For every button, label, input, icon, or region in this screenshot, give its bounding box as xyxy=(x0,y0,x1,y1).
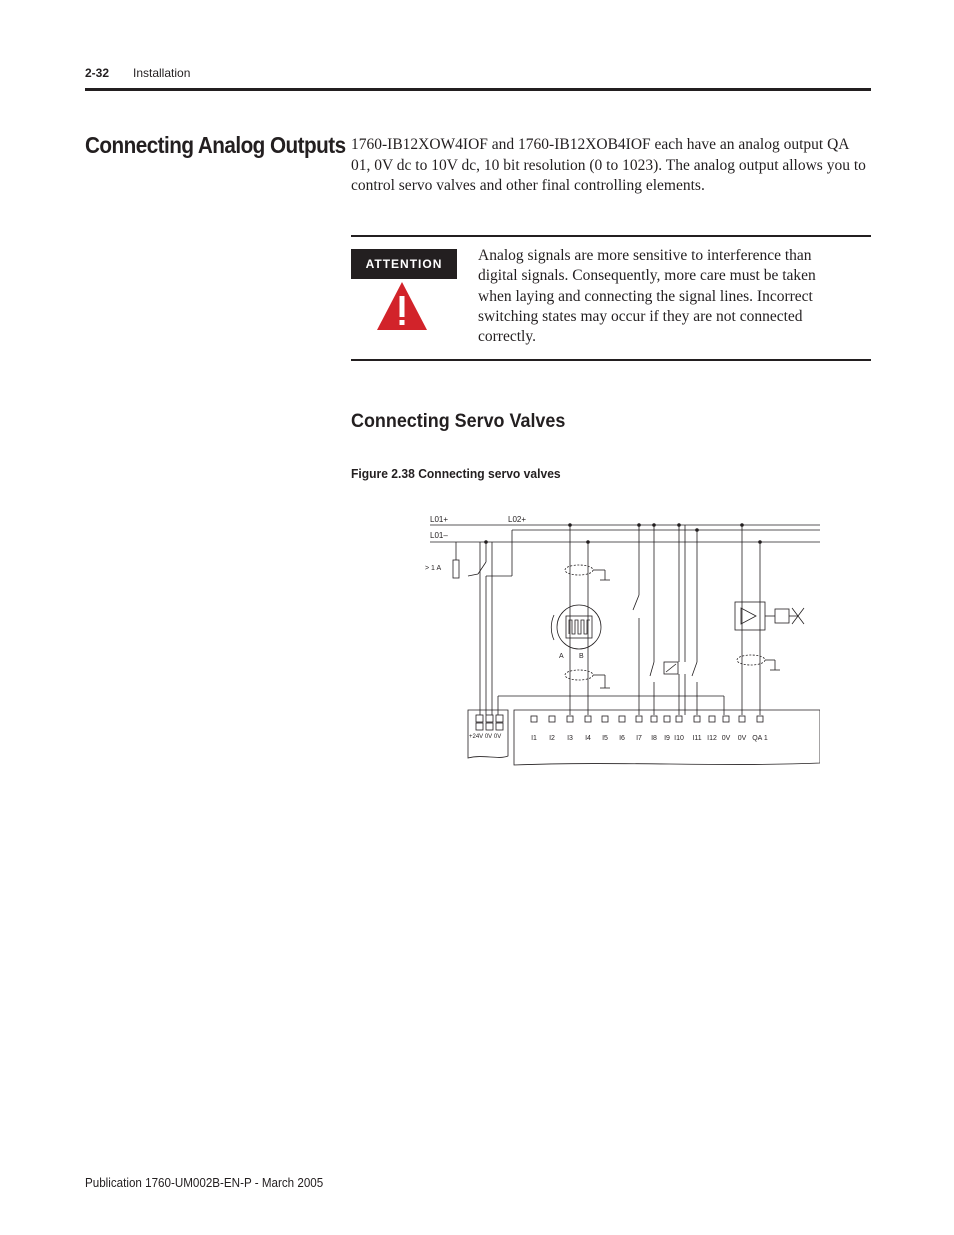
terminal-label: I11 xyxy=(692,735,702,742)
terminal-square xyxy=(602,716,608,722)
figure-caption: Figure 2.38 Connecting servo valves xyxy=(351,466,561,481)
terminal-square xyxy=(757,716,763,722)
fuse-label: > 1 A xyxy=(425,565,442,572)
terminal-label: I7 xyxy=(636,735,642,742)
terminal-label: I4 xyxy=(585,735,591,742)
terminal-square xyxy=(676,716,682,722)
terminal-label: 0V xyxy=(721,735,731,742)
intro-paragraph: 1760-IB12XOW4IOF and 1760-IB12XOB4IOF each have an analog output QA 01, 0V dc to 10V dc, 10 bit resolution (0 to 1023). The analog output allows you to control servo valves and other final controlling elements. xyxy=(351,136,866,194)
terminal-label: I3 xyxy=(567,735,573,742)
warning-triangle-icon xyxy=(375,280,429,332)
terminal-square xyxy=(664,716,670,722)
rail-label-l01-plus: L01+ xyxy=(430,515,449,524)
terminal-square xyxy=(723,716,729,722)
terminal-square xyxy=(694,716,700,722)
terminal-square xyxy=(549,716,555,722)
footer-publication: Publication 1760-UM002B-EN-P - March 2005 xyxy=(85,1176,324,1190)
page-number: 2-32 xyxy=(85,66,110,80)
terminal-square xyxy=(619,716,625,722)
terminal-label: I2 xyxy=(549,735,555,742)
terminal-label: I10 xyxy=(674,735,684,742)
attention-top-rule xyxy=(351,235,871,237)
section-title: Connecting Analog Outputs xyxy=(85,132,346,158)
terminal-label: 0V xyxy=(737,735,747,742)
terminal-label: QA 1 xyxy=(752,735,768,742)
power-terminal-labels: +24V 0V 0V xyxy=(469,734,502,740)
terminal-square xyxy=(739,716,745,722)
subsection-title: Connecting Servo Valves xyxy=(351,410,566,432)
attention-bottom-rule xyxy=(351,359,871,361)
attention-text: Analog signals are more sensitive to interference than digital signals. Consequently, more care must be taken when laying and connecting the signal lines. Incorrect switching states may occur if they are not connected correctly. xyxy=(478,247,816,346)
terminal-square xyxy=(636,716,642,722)
terminal-label: I1 xyxy=(531,735,537,742)
terminal-label: I12 xyxy=(707,735,717,742)
encoder-label-b: B xyxy=(579,653,584,660)
servo-valve-wiring-diagram xyxy=(420,510,820,770)
running-header-section: Installation xyxy=(133,66,191,80)
terminal-square xyxy=(567,716,573,722)
terminal-square xyxy=(585,716,591,722)
rail-label-l02-plus: L02+ xyxy=(508,515,527,524)
terminal-square xyxy=(531,716,537,722)
terminal-label: I8 xyxy=(651,735,657,742)
terminal-square xyxy=(709,716,715,722)
encoder-label-a: A xyxy=(559,653,564,660)
rail-label-l01-minus: L01– xyxy=(430,531,448,540)
terminal-label: I5 xyxy=(602,735,608,742)
header-rule xyxy=(85,88,871,91)
terminal-square xyxy=(651,716,657,722)
input-terminal-block xyxy=(531,716,768,742)
terminal-label: I9 xyxy=(664,735,670,742)
terminal-label: I6 xyxy=(619,735,625,742)
attention-badge: ATTENTION xyxy=(351,249,457,279)
